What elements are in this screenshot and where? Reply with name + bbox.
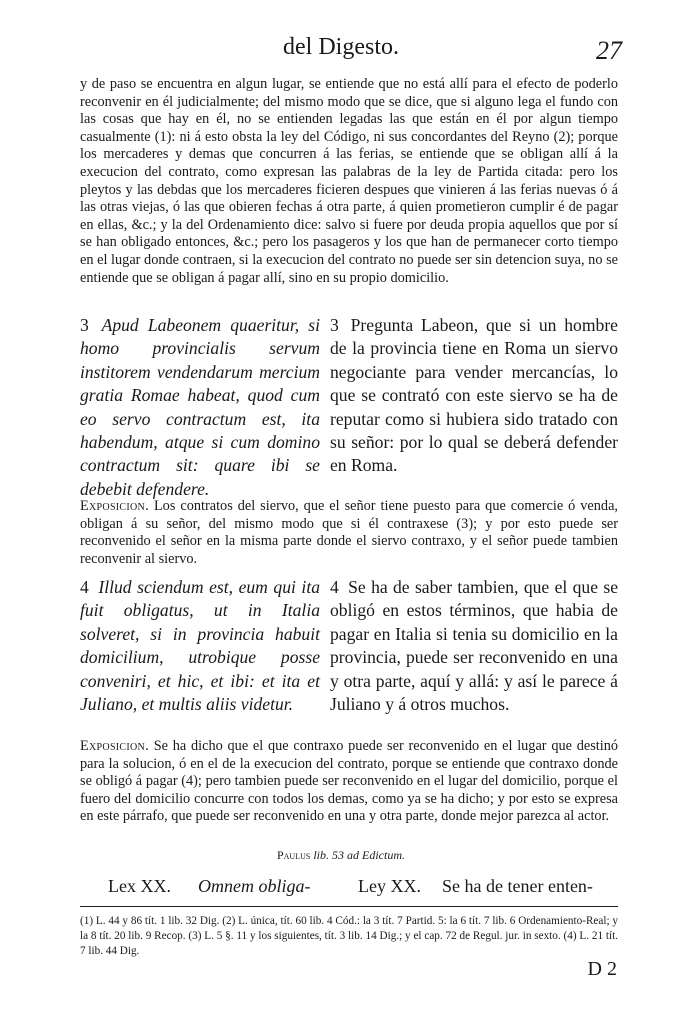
- footnotes-text: (1) L. 44 y 86 tít. 1 lib. 32 Dig. (2) L. única, tít. 60 lib. 4 Cód.: la 3 tít. 7 Partid. 5: la 6 tít. 7 lib. 6 Ordenamiento-Real; y la 8 tít. 20 lib. 9 Recop. (3) L. 5 §. 11 y los siguientes, tít. 3 lib. 14 Dig.; y el cap. 72 de Regul. jur. in sexto. (4) L. 21 tít. 7 lib. 44 Dig.: [80, 915, 618, 957]
- spanish-column-4: [330, 576, 618, 716]
- latin-law-start: Omnem obliga-: [198, 876, 311, 896]
- top-paragraph-text: y de paso se encuentra en algun lugar, se entiende que no está allí para el efecto de poderlo reconvenir en él judicialmente; del mismo modo que se dice, que si alguno lega el fundo con las cosas que hay en él, no se entienden legadas las que están en él por algun tiempo casualmente (1): ni á esto obsta la ley del Código, ni sus concordantes del Reyno (2); porque los mercaderes y demas que concurren á las ferias, se entiende que se obligan allí á la execucion del contrato, como expresan las palabras de la ley de Partida citada: pero los pleytos y las debdas que los mercaderes ficieren despues que vinieren á las ferias nuevas ó á las otras viejas, ó las que obieren fechas á otra parte, á quien prometieron cumplir é de pagar en ellas, &c.; y la del Ordenamiento dice: salvo si fuere por deuda propia aquellos que por sí se han obligado entonces, &c.; pero los pasageros y los que han de permanecer corto tiempo en el lugar donde contraen, si la execucion del contrato no puede ser sin detencion suya, no se entiende que se obligan á pagar allí, sino en su propio domicilio.: [80, 76, 618, 286]
- latin-text-3: Apud Labeonem quaeritur, si homo provincialis servum institorem vendendarum mercium gratia Romae habeat, quod cum eo servo contractum est, ita habendum, atque si cum domino contractum sit: quare ibi se debebit defendere.: [80, 315, 320, 499]
- footnotes: [80, 914, 618, 959]
- latin-law-heading: Lex XX.: [108, 876, 171, 896]
- page-number: 27: [596, 36, 622, 65]
- source-reference: lib. 53 ad Edictum.: [313, 848, 405, 862]
- exposition-text-3: Los contratos del siervo, que el señor tiene puesto para que comercie ó venda, obligan á su señor, del mismo modo que si él contraxese (3); y por esto puede ser reconvenido el señor en la misma parte donde el siervo contraxo, y el señor puede tambien reconvenir al siervo.: [80, 498, 618, 567]
- spanish-number-4: 4: [330, 577, 339, 597]
- spanish-number-3: 3: [330, 315, 339, 335]
- footnote-rule: [80, 906, 618, 907]
- latin-number-3: 3: [80, 315, 89, 335]
- source-signature: [0, 848, 682, 863]
- running-title: del Digesto.: [283, 34, 399, 60]
- top-paragraph: [80, 76, 618, 287]
- latin-column-4: [80, 576, 320, 716]
- latin-column-3: [80, 314, 320, 501]
- lex-heading-line: [80, 876, 620, 900]
- spanish-law-heading: Ley XX.: [358, 876, 421, 896]
- latin-text-4: Illud sciendum est, eum qui ita fuit obligatus, ut in Italia solveret, si in provincia habuit domicilium, utrobique posse conveniri, et hic, et ibi: et ita et Juliano, et multis aliis videtur.: [80, 577, 320, 715]
- exposition-3: [80, 498, 618, 568]
- spanish-text-3: Pregunta Labeon, que si un hombre de la provincia tiene en Roma un siervo negociante para vender mercancías, lo que se contrató con este siervo se ha de reputar como si hubiera sido tratado con su señor: por lo qual se deberá defender en Roma.: [330, 315, 618, 476]
- exposition-label-4: Exposicion.: [80, 738, 149, 754]
- spanish-text-4: Se ha de saber tambien, que el que se obligó en estos términos, que habia de pagar en Italia si tenia su domicilio en la provincia, puede ser reconvenido en una y otra parte, aquí y allá: y así le parece á Juliano y á otros muchos.: [330, 577, 618, 715]
- spanish-law-start: Se ha de tener enten-: [442, 876, 593, 896]
- exposition-4: [80, 738, 618, 826]
- latin-number-4: 4: [80, 577, 89, 597]
- exposition-label-3: Exposicion.: [80, 498, 149, 514]
- printer-signature-mark: D 2: [587, 958, 617, 980]
- page-header: [0, 34, 682, 70]
- source-author: Paulus: [276, 848, 311, 862]
- spanish-column-3: [330, 314, 618, 478]
- exposition-text-4: Se ha dicho que el que contraxo puede ser reconvenido en el lugar que destinó para la solucion, ó en el de la execucion del contrato, porque se entiende que contraxo donde se obligó á pagar (4); pero tambien puede ser reconvenido en el lugar del domicilio, porque el fuero del domicilio concurre con todos los demas, como ya se ha dicho; y por esto se expresa en este párrafo, que puede ser reconvenido en una y otra parte, donde mejor parezca al actor.: [80, 738, 619, 825]
